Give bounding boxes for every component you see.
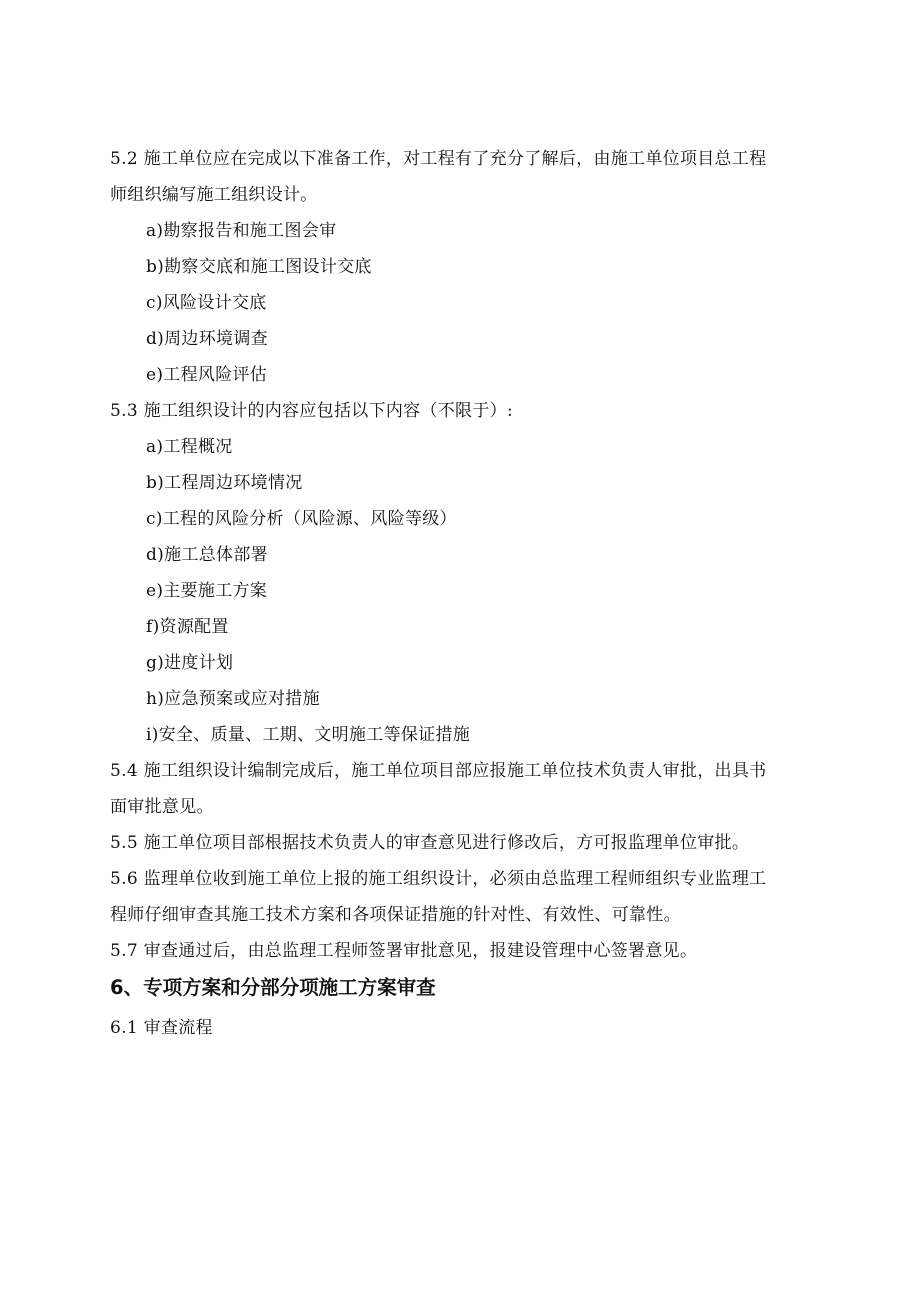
section-5-3-line-1: 5.3 施工组织设计的内容应包括以下内容（不限于）: (110, 401, 513, 421)
list-item: e)工程风险评估 (146, 365, 268, 385)
list-item: h)应急预案或应对措施 (146, 689, 320, 709)
section-5-6-line-1: 5.6 监理单位收到施工单位上报的施工组织设计，必须由总监理工程师组织专业监理工 (110, 869, 767, 889)
list-item: d)周边环境调查 (146, 329, 268, 349)
section-5-2-line-1: 5.2 施工单位应在完成以下准备工作，对工程有了充分了解后，由施工单位项目总工程 (110, 149, 767, 169)
list-item: f)资源配置 (146, 617, 229, 637)
section-6-1-line: 6.1 审查流程 (110, 1018, 213, 1038)
section-5-5-line-1: 5.5 施工单位项目部根据技术负责人的审查意见进行修改后，方可报监理单位审批。 (110, 833, 750, 853)
section-6-heading: 6、专项方案和分部分项施工方案审查 (110, 976, 436, 999)
list-item: d)施工总体部署 (146, 545, 268, 565)
list-item: i)安全、质量、工期、文明施工等保证措施 (146, 725, 471, 745)
list-item: g)进度计划 (146, 653, 234, 673)
list-item: b)工程周边环境情况 (146, 473, 303, 493)
list-item: a)工程概况 (146, 437, 233, 457)
section-5-2-line-2: 师组织编写施工组织设计。 (110, 185, 318, 205)
section-5-6-line-2: 程师仔细审查其施工技术方案和各项保证措施的针对性、有效性、可靠性。 (110, 905, 681, 925)
list-item: e)主要施工方案 (146, 581, 268, 601)
list-item: c)风险设计交底 (146, 293, 267, 313)
section-5-7-line-1: 5.7 审查通过后，由总监理工程师签署审批意见，报建设管理中心签署意见。 (110, 941, 698, 961)
list-item: a)勘察报告和施工图会审 (146, 221, 337, 241)
section-5-4-line-2: 面审批意见。 (110, 797, 214, 817)
list-item: c)工程的风险分析（风险源、风险等级） (146, 509, 457, 529)
section-5-4-line-1: 5.4 施工组织设计编制完成后，施工单位项目部应报施工单位技术负责人审批，出具书 (110, 761, 767, 781)
list-item: b)勘察交底和施工图设计交底 (146, 257, 372, 277)
